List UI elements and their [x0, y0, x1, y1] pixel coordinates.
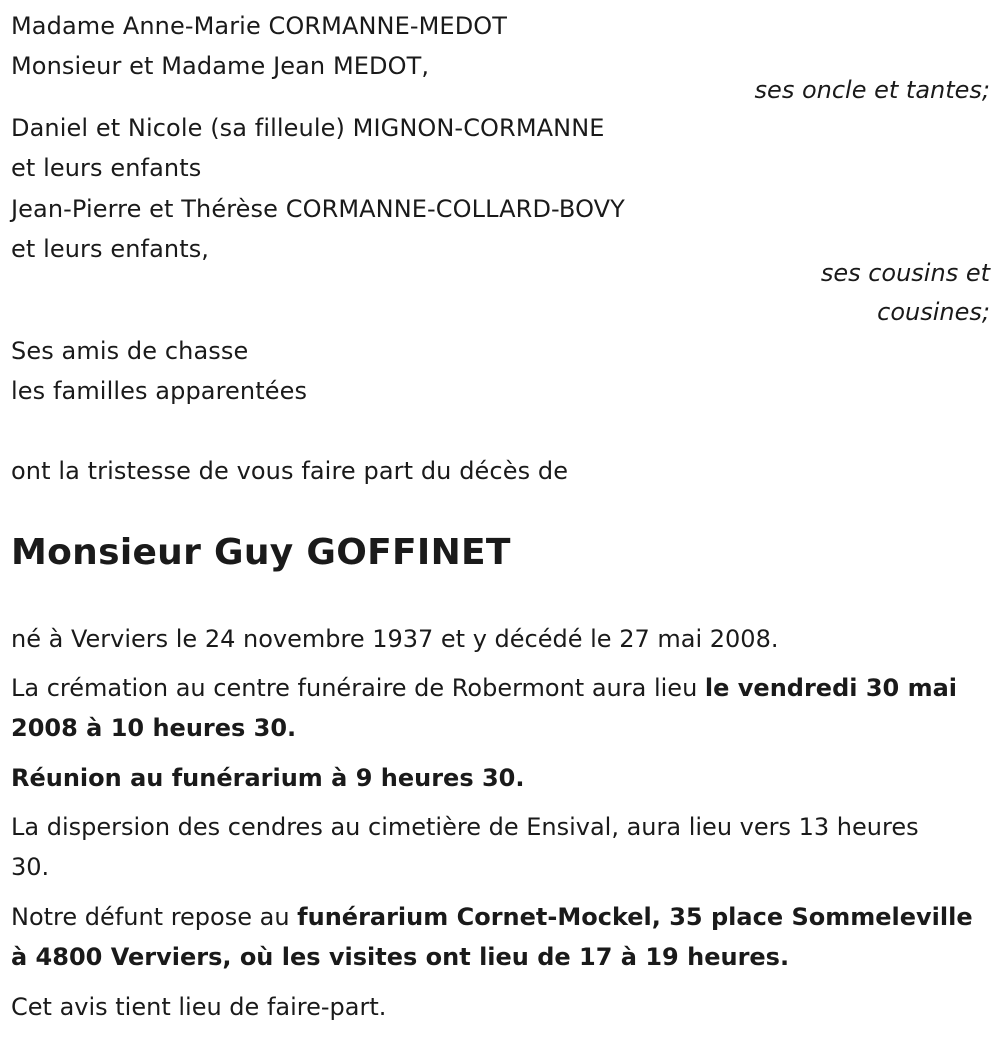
family-line-5: Jean-Pierre et Thérèse CORMANNE-COLLARD-BOVY [11, 195, 625, 223]
relation-cousins-1: ses cousins et [820, 259, 990, 287]
family-line-1: Madame Anne-Marie CORMANNE-MEDOT [11, 12, 508, 40]
family-line-6: et leurs enfants, [11, 235, 210, 263]
relation-cousins-2: cousines; [877, 298, 990, 326]
announcement-text: ont la tristesse de vous faire part du décès de [11, 457, 569, 485]
cremation-text: La crémation au centre funéraire de Robermont aura lieu [11, 674, 705, 702]
deceased-name: Monsieur Guy GOFFINET [11, 532, 511, 573]
relation-uncle-aunts: ses oncle et tantes; [754, 76, 990, 104]
dispersion-info: La dispersion des cendres au cimetière de Ensival, aura lieu vers 13 heures 30. [11, 813, 919, 881]
closing-note: Cet avis tient lieu de faire-part. [11, 993, 387, 1021]
cremation-date: le vendredi 30 mai 2008 à 10 heures 30. [11, 674, 958, 742]
cremation-info [11, 668, 996, 748]
family-line-4: et leurs enfants [11, 154, 202, 182]
birth-death-info: né à Verviers le 24 novembre 1937 et y décédé le 27 mai 2008. [11, 625, 779, 653]
repose-text: Notre défunt repose au [11, 903, 298, 931]
repose-location: funérarium Cornet-Mockel, 35 place Sommeleville à 4800 Verviers, où les visites ont lieu de 17 à 19 heures. [11, 903, 973, 971]
family-line-8: les familles apparentées [11, 377, 308, 405]
family-line-2: Monsieur et Madame Jean MEDOT, [11, 52, 430, 80]
family-line-3: Daniel et Nicole (sa filleule) MIGNON-CORMANNE [11, 114, 605, 142]
family-line-7: Ses amis de chasse [11, 337, 249, 365]
repose-info [11, 897, 996, 977]
reunion-info: Réunion au funérarium à 9 heures 30. [11, 764, 525, 792]
